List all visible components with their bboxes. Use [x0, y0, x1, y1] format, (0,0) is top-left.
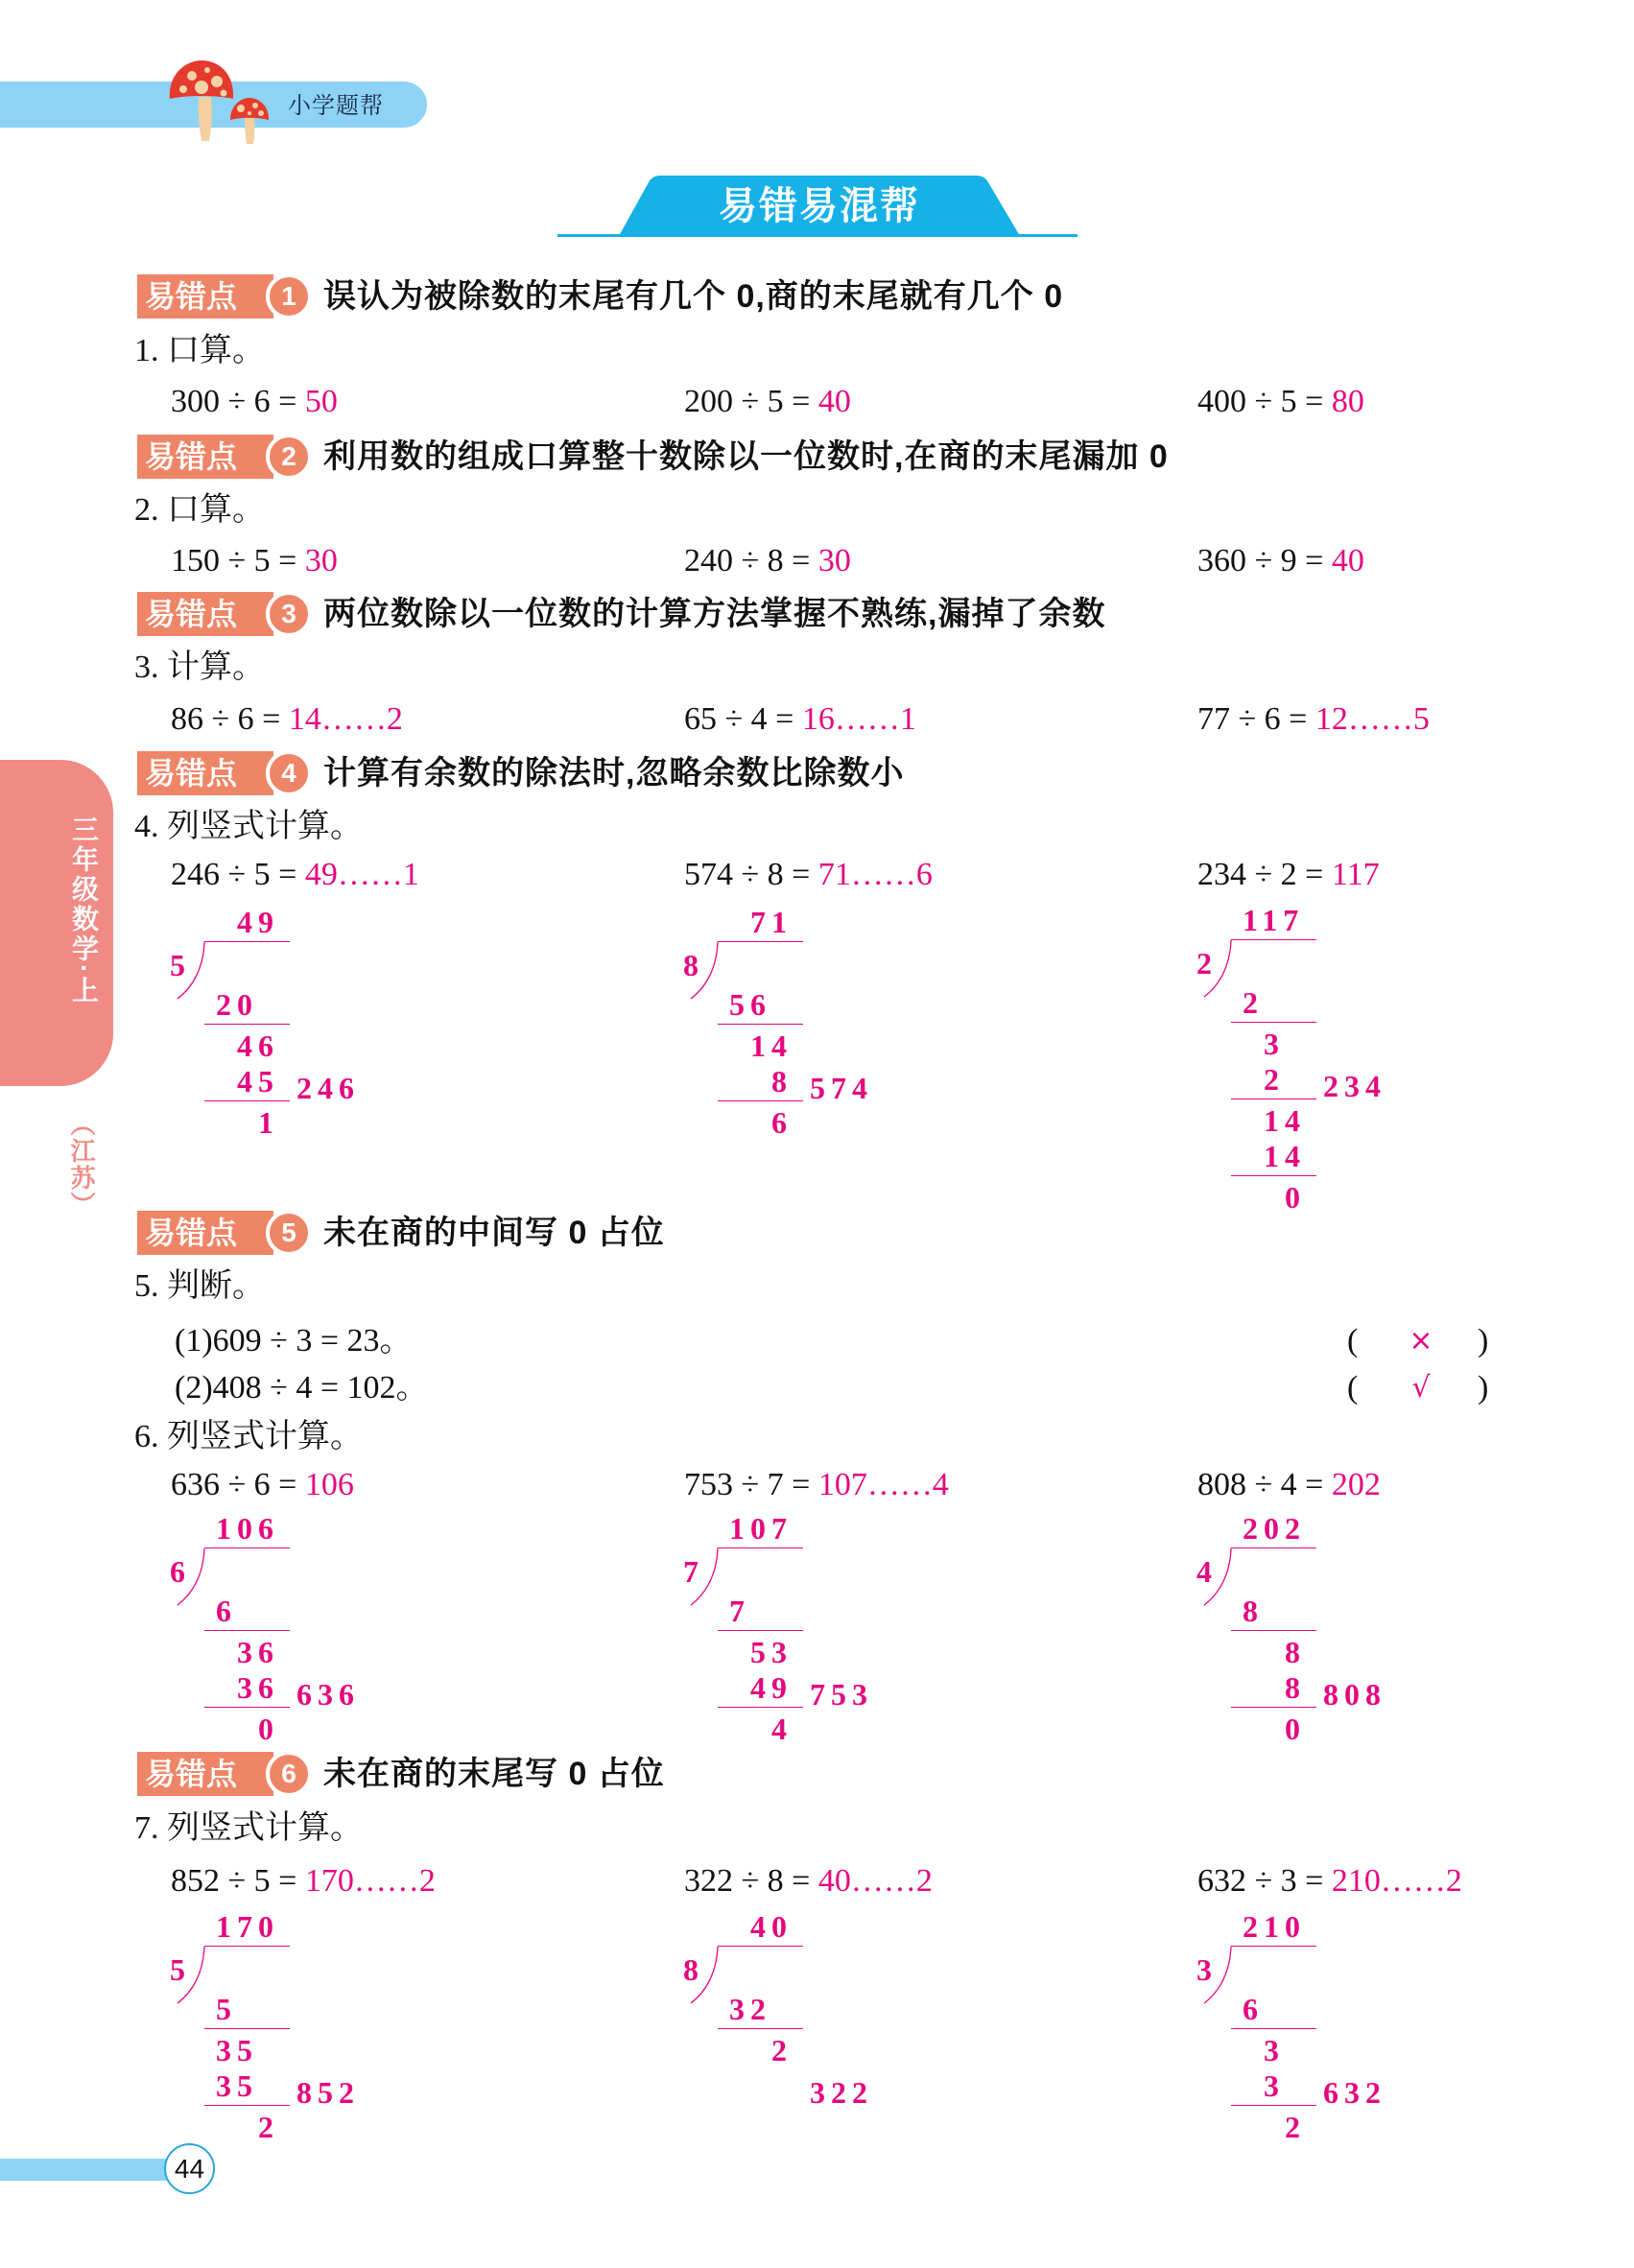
quotient: 170: [216, 1909, 279, 1944]
expression: 400 ÷ 5 =: [1197, 384, 1332, 419]
section-title: 未在商的末尾写 0 占位: [323, 1756, 665, 1792]
answer-bracket-open: (: [1347, 1323, 1359, 1358]
section-title: 误认为被除数的末尾有几个 0,商的末尾就有几个 0: [323, 278, 1064, 315]
division-bar: [204, 1547, 290, 1548]
long-division: [170, 1511, 360, 1746]
dividend: 808: [1323, 1677, 1386, 1712]
division-bracket-icon: [689, 941, 720, 1001]
equation: [171, 700, 403, 739]
expression: 360 ÷ 9 =: [1197, 543, 1332, 579]
division-step: 8: [1285, 1635, 1306, 1669]
answer-bracket-open: (: [1347, 1370, 1359, 1406]
badge-label: 易错点: [137, 274, 273, 319]
side-tab: [0, 760, 113, 1086]
expression: 86 ÷ 6 =: [171, 701, 289, 737]
division-step: 14: [750, 1028, 793, 1063]
long-division: [683, 1511, 873, 1746]
badge-number: 4: [266, 750, 312, 796]
expression: 246 ÷ 5 =: [171, 857, 305, 892]
divisor: 5: [170, 1952, 191, 1987]
equation: [171, 1862, 436, 1901]
dividend: 574: [810, 1071, 873, 1105]
equation: [1197, 1862, 1462, 1901]
check-mark-icon: √: [1411, 1371, 1431, 1405]
division-bar: [718, 1547, 803, 1548]
division-bar: [718, 941, 803, 942]
problem-label: 3. 计算。: [134, 650, 265, 685]
divisor: 7: [683, 1554, 704, 1589]
division-bracket-icon: [176, 1547, 206, 1607]
division-bar: [204, 1946, 290, 1947]
section-title: 计算有余数的除法时,忽略余数比除数小: [323, 755, 905, 791]
dividend-row: [1196, 1952, 1386, 2110]
dividend-row: [683, 1952, 873, 2110]
expression: 234 ÷ 2 =: [1197, 857, 1332, 892]
dividend: 636: [296, 1677, 360, 1712]
quotient: 49: [237, 905, 279, 939]
expression: 632 ÷ 3 =: [1197, 1863, 1332, 1899]
expression: 753 ÷ 7 =: [684, 1467, 818, 1502]
division-bar: [1231, 1946, 1316, 1947]
mushroom-icon: [163, 53, 278, 149]
problem-label: 5. 判断。: [134, 1268, 265, 1304]
division-bracket-icon: [689, 1547, 720, 1607]
division-bracket-icon: [176, 1946, 206, 2005]
long-division: [1196, 1909, 1386, 2144]
division-bar: [204, 941, 290, 942]
section-header-6: [137, 1751, 665, 1797]
error-point-badge: [137, 434, 312, 480]
dividend: 322: [810, 2075, 873, 2110]
badge-label: 易错点: [137, 592, 273, 636]
division-step: 4: [771, 1712, 793, 1746]
dividend-row: [170, 1554, 360, 1712]
section-header-1: [137, 273, 1063, 319]
section-header-2: [137, 434, 1169, 480]
division-step: 36: [237, 1635, 279, 1669]
dividend-row: [1196, 946, 1386, 1103]
problem-label: 6. 列竖式计算。: [134, 1419, 363, 1454]
quotient: 117: [1243, 903, 1305, 937]
answer: 202: [1331, 1467, 1381, 1502]
division-step: 49: [750, 1670, 793, 1705]
quotient: 107: [729, 1511, 793, 1546]
expression: 240 ÷ 8 =: [684, 543, 818, 579]
division-step: 8: [771, 1064, 793, 1099]
division-step: 2: [1285, 2110, 1306, 2144]
division-step: 46: [237, 1028, 279, 1063]
long-division: [1196, 903, 1386, 1215]
dividend: 852: [296, 2075, 360, 2110]
judgement-statement: [175, 1322, 413, 1360]
error-point-badge: [137, 750, 312, 796]
quotient: 210: [1243, 1909, 1306, 1944]
error-point-badge: [137, 1751, 312, 1797]
section-header-4: [137, 750, 904, 796]
subtraction-line: [1231, 1175, 1316, 1176]
answer: 30: [817, 543, 851, 579]
statement-text: 609 ÷ 3 = 23。: [212, 1323, 413, 1358]
division-step: 14: [1264, 1103, 1306, 1138]
division-step: 0: [1285, 1180, 1306, 1215]
divisor: 3: [1196, 1952, 1218, 1987]
long-division: [1196, 1511, 1386, 1746]
dividend: 234: [1323, 1069, 1386, 1103]
answer: 30: [304, 543, 338, 579]
expression: 322 ÷ 8 =: [684, 1863, 818, 1899]
divisor: 5: [170, 948, 191, 982]
expression: 77 ÷ 6 =: [1197, 701, 1315, 737]
long-division: [170, 905, 360, 1140]
division-step: 56: [729, 987, 771, 1022]
section-title: 两位数除以一位数的计算方法掌握不熟练,漏掉了余数: [323, 596, 1106, 632]
expression: 65 ÷ 4 =: [684, 701, 802, 737]
division-bracket-icon: [1202, 939, 1233, 999]
section-title: 未在商的中间写 0 占位: [323, 1215, 665, 1251]
problem-label: 1. 口算。: [134, 333, 265, 368]
division-step: 35: [216, 2033, 258, 2067]
badge-label: 易错点: [137, 751, 273, 795]
badge-number: 6: [266, 1751, 312, 1797]
expression: 636 ÷ 6 =: [171, 1467, 305, 1502]
badge-number: 5: [266, 1210, 312, 1256]
cross-mark-icon: ×: [1409, 1324, 1433, 1358]
expression: 150 ÷ 5 =: [171, 543, 305, 579]
equation: [1197, 1466, 1381, 1504]
region-label: （江苏）: [67, 1111, 96, 1218]
answer: 40……2: [817, 1863, 933, 1899]
division-step: 20: [216, 987, 258, 1022]
division-step: 2: [1243, 985, 1264, 1020]
answer: 80: [1331, 384, 1364, 419]
expression: 808 ÷ 4 =: [1197, 1467, 1332, 1502]
division-step: 2: [771, 2033, 793, 2067]
division-step: 0: [258, 1712, 279, 1746]
dividend: 632: [1323, 2075, 1386, 2110]
equation: [1197, 700, 1430, 739]
divisor: 2: [1196, 946, 1218, 980]
division-step: 5: [216, 1992, 237, 2026]
answer: 40: [1331, 543, 1364, 579]
division-bracket-icon: [689, 1946, 720, 2005]
division-step: 3: [1264, 2068, 1285, 2103]
long-division: [683, 905, 873, 1140]
answer: 50: [304, 384, 338, 419]
equation: [1197, 856, 1380, 894]
divisor: 4: [1196, 1554, 1218, 1589]
divisor: 8: [683, 1952, 704, 1987]
equation: [1197, 542, 1364, 580]
equation: [171, 1466, 354, 1504]
long-division: [683, 1909, 873, 2110]
equation: [684, 542, 851, 580]
division-step: 1: [258, 1105, 279, 1140]
division-step: 0: [1285, 1712, 1306, 1746]
dividend-row: [1196, 1554, 1386, 1712]
answer: 117: [1331, 857, 1380, 892]
equation: [684, 700, 916, 739]
dividend: 753: [810, 1677, 873, 1712]
division-bar: [1231, 1547, 1316, 1548]
answer-bracket-close: ): [1478, 1370, 1489, 1406]
expression: 300 ÷ 6 =: [171, 384, 305, 419]
statement-index: (2): [175, 1370, 213, 1406]
division-bracket-icon: [1202, 1547, 1233, 1607]
long-division: [170, 1909, 360, 2144]
problem-label: 7. 列竖式计算。: [134, 1810, 363, 1846]
expression: 200 ÷ 5 =: [684, 384, 818, 419]
error-point-badge: [137, 1210, 312, 1256]
expression: 852 ÷ 5 =: [171, 1863, 305, 1899]
badge-number: 3: [266, 591, 312, 637]
equation: [1197, 383, 1364, 421]
grade-label: 三年级数学·上: [69, 815, 99, 1006]
division-step: 2: [258, 2110, 279, 2144]
division-bar: [1231, 939, 1316, 940]
page-title: 易错易混帮: [719, 185, 920, 227]
section-header-3: [137, 591, 1105, 637]
section-title: 利用数的组成口算整十数除以一位数时,在商的末尾漏加 0: [323, 438, 1169, 475]
footer-bar: [0, 2159, 168, 2181]
answer: 49……1: [304, 857, 419, 892]
problem-label: 4. 列竖式计算。: [134, 809, 363, 844]
divisor: 8: [683, 948, 704, 982]
error-point-badge: [137, 273, 312, 319]
answer: 106: [304, 1467, 354, 1502]
division-bar: [718, 1946, 803, 1947]
division-step: 3: [1264, 2033, 1285, 2067]
answer: 40: [817, 384, 851, 419]
page-number: 44: [164, 2143, 215, 2194]
equation: [684, 1862, 933, 1901]
answer: 14……2: [288, 701, 403, 737]
division-step: 8: [1243, 1594, 1264, 1628]
quotient: 202: [1243, 1511, 1306, 1546]
division-step: 8: [1285, 1670, 1306, 1705]
division-step: 7: [729, 1594, 750, 1628]
equation: [684, 1466, 949, 1504]
division-bracket-icon: [1202, 1946, 1233, 2005]
division-step: 53: [750, 1635, 793, 1669]
quotient: 106: [216, 1511, 279, 1546]
equation: [684, 383, 851, 421]
answer: 210……2: [1331, 1863, 1462, 1899]
badge-label: 易错点: [137, 1752, 273, 1796]
problem-label: 2. 口算。: [134, 492, 265, 528]
section-header-5: [137, 1210, 665, 1256]
answer: 170……2: [304, 1863, 436, 1899]
badge-number: 1: [266, 273, 312, 319]
division-step: 2: [1264, 1062, 1285, 1097]
divisor: 6: [170, 1554, 191, 1589]
division-step: 14: [1264, 1139, 1306, 1173]
division-step: 32: [729, 1992, 771, 2026]
judgement-statement: [175, 1369, 429, 1407]
error-point-badge: [137, 591, 312, 637]
division-step: 35: [216, 2068, 258, 2103]
division-step: 36: [237, 1670, 279, 1705]
division-step: 6: [216, 1594, 237, 1628]
equation: [171, 542, 338, 580]
answer: 12……5: [1314, 701, 1430, 737]
statement-index: (1): [175, 1323, 213, 1358]
equation: [171, 856, 419, 894]
answer: 16……1: [801, 701, 916, 737]
badge-label: 易错点: [137, 1211, 273, 1255]
expression: 574 ÷ 8 =: [684, 857, 818, 892]
division-step: 45: [237, 1064, 279, 1099]
statement-text: 408 ÷ 4 = 102。: [212, 1370, 429, 1406]
equation: [684, 856, 933, 894]
dividend: 246: [296, 1071, 360, 1105]
badge-number: 2: [266, 434, 312, 480]
answer-bracket-close: ): [1478, 1323, 1489, 1358]
division-bracket-icon: [176, 941, 206, 1001]
division-step: 6: [1243, 1992, 1264, 2026]
brand-name: 小学题帮: [288, 92, 384, 119]
answer: 71……6: [817, 857, 933, 892]
equation: [171, 383, 338, 421]
quotient: 71: [750, 905, 793, 939]
division-step: 6: [771, 1105, 793, 1140]
badge-label: 易错点: [137, 435, 273, 479]
division-step: 3: [1264, 1027, 1285, 1061]
quotient: 40: [750, 1909, 793, 1944]
answer: 107……4: [817, 1467, 949, 1502]
